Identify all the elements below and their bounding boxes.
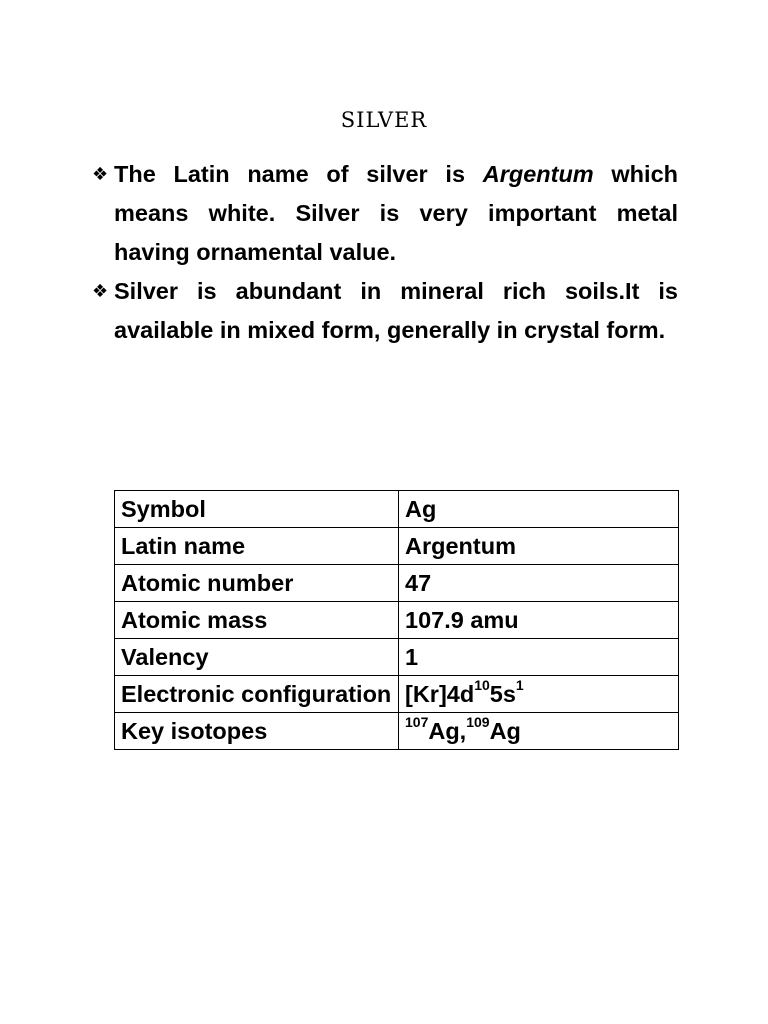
config-mid: 5s (489, 681, 516, 707)
config-superscript-d: 10 (474, 677, 490, 694)
page-title: silver (340, 100, 428, 135)
property-value: 47 (399, 565, 679, 602)
table-row (115, 565, 679, 602)
property-value: Argentum (399, 528, 679, 565)
property-value-isotopes (399, 713, 679, 750)
property-value: 107.9 amu (399, 602, 679, 639)
property-name: Key isotopes (115, 713, 399, 750)
table-row (115, 491, 679, 528)
bullet-item (92, 155, 678, 272)
table-row (115, 713, 679, 750)
property-name: Atomic number (115, 565, 399, 602)
isotope-symbol-1: Ag, (428, 718, 467, 744)
table-row (115, 602, 679, 639)
table-row (115, 676, 679, 713)
property-name: Atomic mass (115, 602, 399, 639)
property-name: Symbol (115, 491, 399, 528)
config-superscript-s: 1 (515, 677, 524, 694)
bullet-list (92, 155, 678, 350)
diamond-bullet-icon: ❖ (92, 164, 109, 184)
property-name: Electronic configuration (115, 676, 399, 713)
diamond-bullet-icon: ❖ (92, 281, 109, 301)
isotope-symbol-2: Ag (489, 718, 521, 744)
table-row (115, 528, 679, 565)
isotope-mass-109: 109 (466, 714, 490, 731)
bullet-text: The Latin name of silver is (114, 161, 483, 187)
property-name: Valency (115, 639, 399, 676)
latin-name-emphasis: Argentum (482, 161, 594, 187)
property-value: Ag (399, 491, 679, 528)
property-name: Latin name (115, 528, 399, 565)
config-base: [Kr]4d (405, 681, 475, 707)
property-value-electronic-configuration (399, 676, 679, 713)
table-row (115, 639, 679, 676)
bullet-text-continued: which means white. Silver is very important metal having ornamental value. (114, 161, 678, 265)
properties-table (114, 490, 679, 750)
bullet-text: Silver is abundant in mineral rich soils.It is available in mixed form, generally in crystal form. (114, 278, 678, 343)
bullet-item (92, 272, 678, 350)
property-value: 1 (399, 639, 679, 676)
isotope-mass-107: 107 (405, 714, 429, 731)
